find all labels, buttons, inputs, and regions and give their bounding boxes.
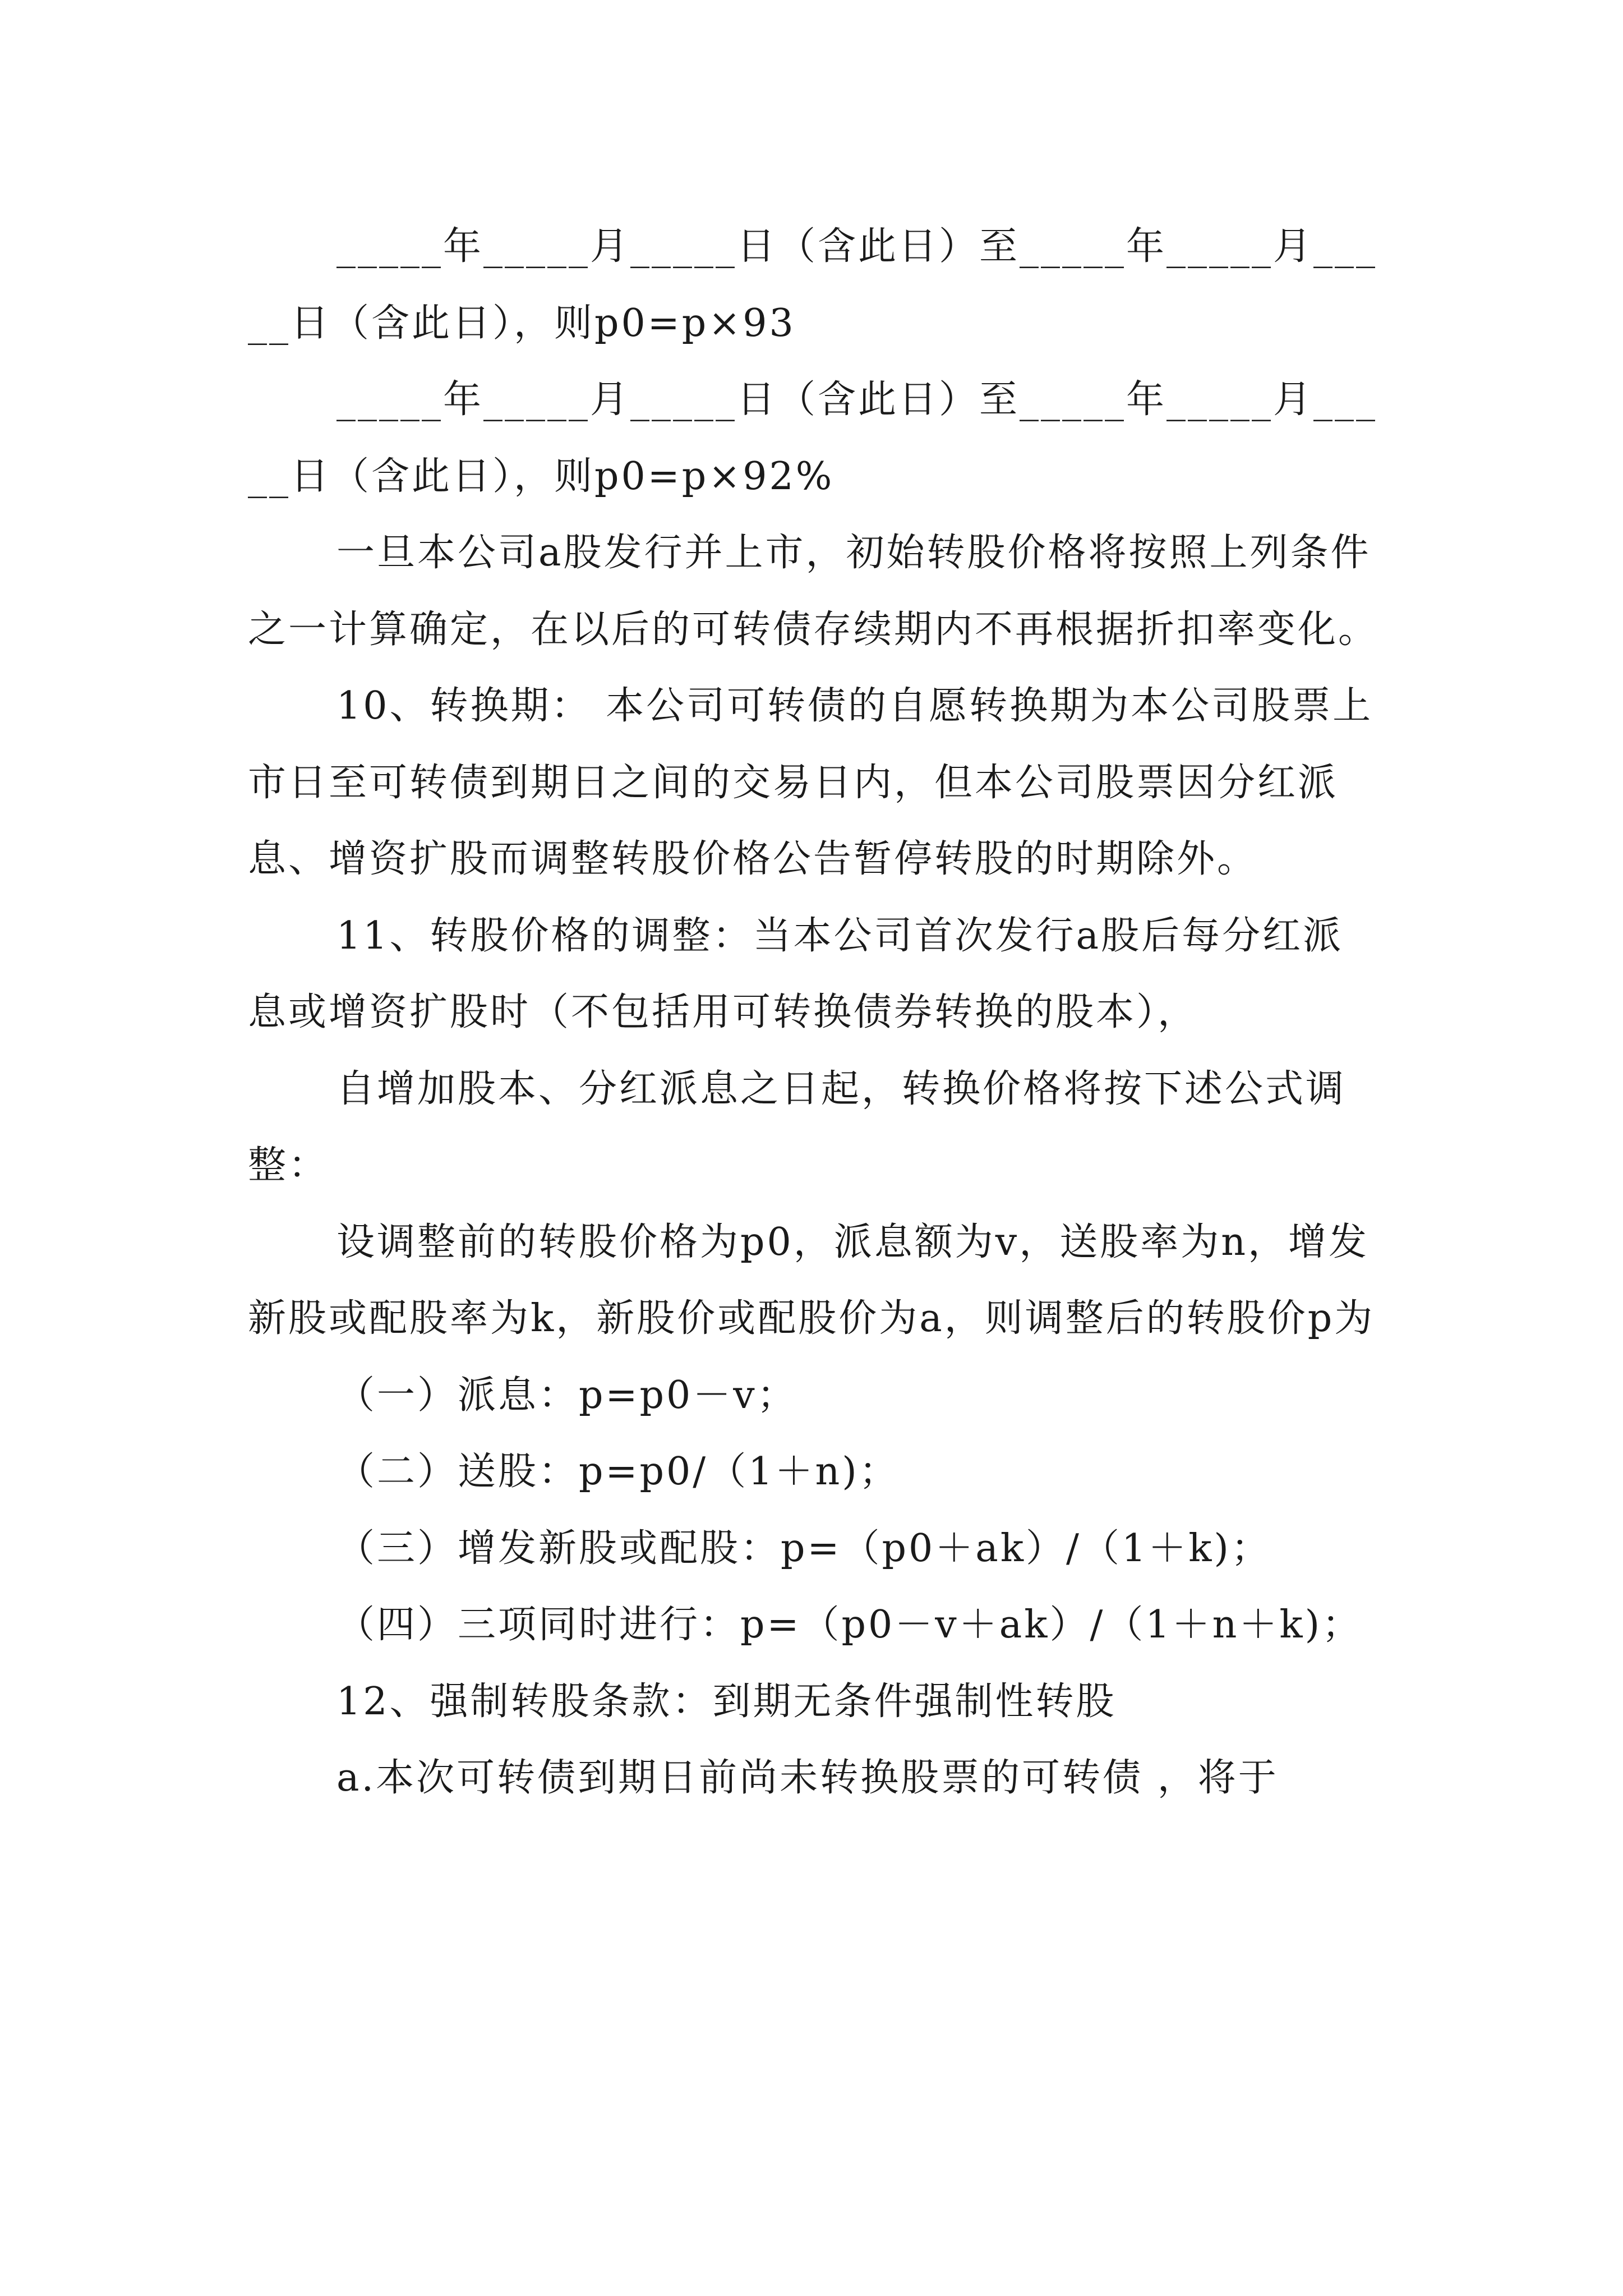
variable-definitions-paragraph: 设调整前的转股价格为p0，派息额为v，送股率为n，增发新股或配股率为k，新股价或配股价为a，则调整后的转股价p为 <box>248 1220 1375 1341</box>
formula-item: （一）派息：p=p0－v； <box>336 1373 797 1418</box>
formula-item: （三）增发新股或配股：p=（p0＋ak）/（1＋k)； <box>336 1526 1271 1571</box>
formula-item: （二）送股：p=p0/（1＋n)； <box>336 1450 900 1494</box>
price-adjustment-paragraph: 11、转股价格的调整：当本公司首次发行a股后每分红派息或增资扩股时（不包括用可转换债券转换的股本）， <box>248 913 1344 1034</box>
date-range-line: _____年_____月_____日（含此日）至_____年_____月_____日（含此日），则p0=p×92% <box>248 378 1378 499</box>
date-range-line: _____年_____月_____日（含此日）至_____年_____月_____日（含此日），则p0=p×93 <box>248 224 1378 346</box>
conversion-period-paragraph: 10、转换期： 本公司可转债的自愿转换期为本公司股票上市日至可转债到期日之间的交易日内，但本公司股票因分红派息、增资扩股而调整转股价格公告暂停转股的时期除外。 <box>248 684 1373 881</box>
formula-item: （四）三项同时进行：p=（p0－v＋ak）/（1＋n＋k)； <box>336 1603 1363 1647</box>
adjustment-intro-paragraph: 自增加股本、分红派息之日起，转换价格将按下述公式调整： <box>248 1066 1347 1188</box>
clause-a-paragraph: a.本次可转债到期日前尚未转换股票的可转债 ，将于 <box>336 1756 1279 1800</box>
forced-conversion-paragraph: 12、强制转股条款：到期无条件强制性转股 <box>336 1679 1117 1724</box>
document-body <box>248 209 1381 1817</box>
listing-paragraph: 一旦本公司a股发行并上市，初始转股价格将按照上列条件之一计算确定，在以后的可转债存续期内不再根据折扣率变化。 <box>248 531 1379 652</box>
